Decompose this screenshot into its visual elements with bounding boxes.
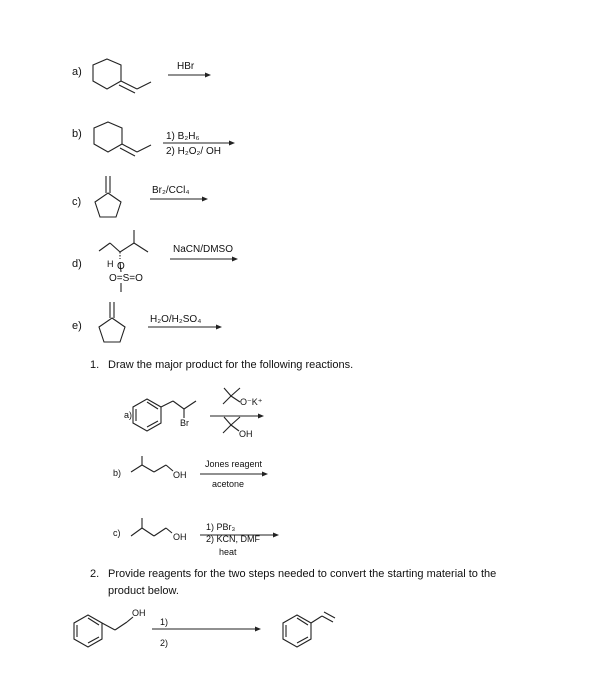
q1-label-c: c)	[113, 528, 121, 538]
reagent-b-step2: 2) H₂O₂/ OH	[166, 146, 221, 157]
q1-label-b: b)	[113, 468, 122, 478]
label-d: d)	[72, 258, 82, 270]
q1c-step1: 1) PBr₃	[206, 522, 236, 532]
atom-h: H	[107, 259, 114, 269]
structure-a-ethylidenecyclohexane	[93, 59, 151, 93]
reagent-d: NaCN/DMSO	[173, 244, 234, 255]
structure-e-methylenecyclopentane	[99, 302, 125, 342]
question2-text-line1: Provide reagents for the two steps needed to convert the starting material to the	[108, 568, 497, 580]
label-c: c)	[72, 196, 82, 208]
reagent-e: H₂O/H₂SO₄	[150, 314, 202, 325]
reagent-c: Br₂/CCl₄	[152, 185, 190, 196]
structure-b-ethylidenecyclohexane	[94, 122, 151, 156]
structure-q1a-tbuoh	[223, 417, 240, 433]
q1c-step2: 2) KCN, DMF	[206, 534, 260, 544]
label-a: a)	[72, 66, 82, 78]
structure-c-methylenecyclopentane	[95, 176, 121, 217]
reagent-a: HBr	[177, 61, 195, 72]
question1-number: 1.	[90, 359, 100, 371]
q1c-oh: OH	[173, 532, 187, 542]
label-e: e)	[72, 320, 82, 332]
q2-step2: 2)	[160, 638, 169, 648]
q1c-step3: heat	[219, 547, 237, 557]
q1a-reagent-bottom: OH	[239, 429, 253, 439]
q1a-br: Br	[180, 418, 189, 428]
structure-q1c-alcohol	[131, 518, 172, 536]
q1-label-a: a)	[124, 410, 133, 420]
q1a-reagent-top: O⁻K⁺	[240, 397, 263, 407]
structure-q2-product	[283, 612, 335, 647]
structure-q1a-tbuok	[223, 388, 240, 404]
question2-number: 2.	[90, 568, 100, 580]
reagent-b-step1: 1) B₂H₆	[166, 131, 200, 142]
sulfonyl-group: O=S=O	[109, 273, 143, 284]
q1b-oh: OH	[173, 470, 187, 480]
question2-text-line2: product below.	[108, 585, 179, 597]
q2-oh: OH	[132, 608, 146, 618]
question1-text: Draw the major product for the following reactions.	[108, 359, 354, 371]
q1b-reagent-top: Jones reagent	[205, 459, 263, 469]
q1b-reagent-bottom: acetone	[212, 479, 245, 489]
structure-q2-start	[74, 615, 133, 647]
atom-o: O	[117, 261, 125, 272]
label-b: b)	[72, 128, 82, 140]
structure-q1b-alcohol	[131, 456, 173, 472]
q2-step1: 1)	[160, 617, 169, 627]
